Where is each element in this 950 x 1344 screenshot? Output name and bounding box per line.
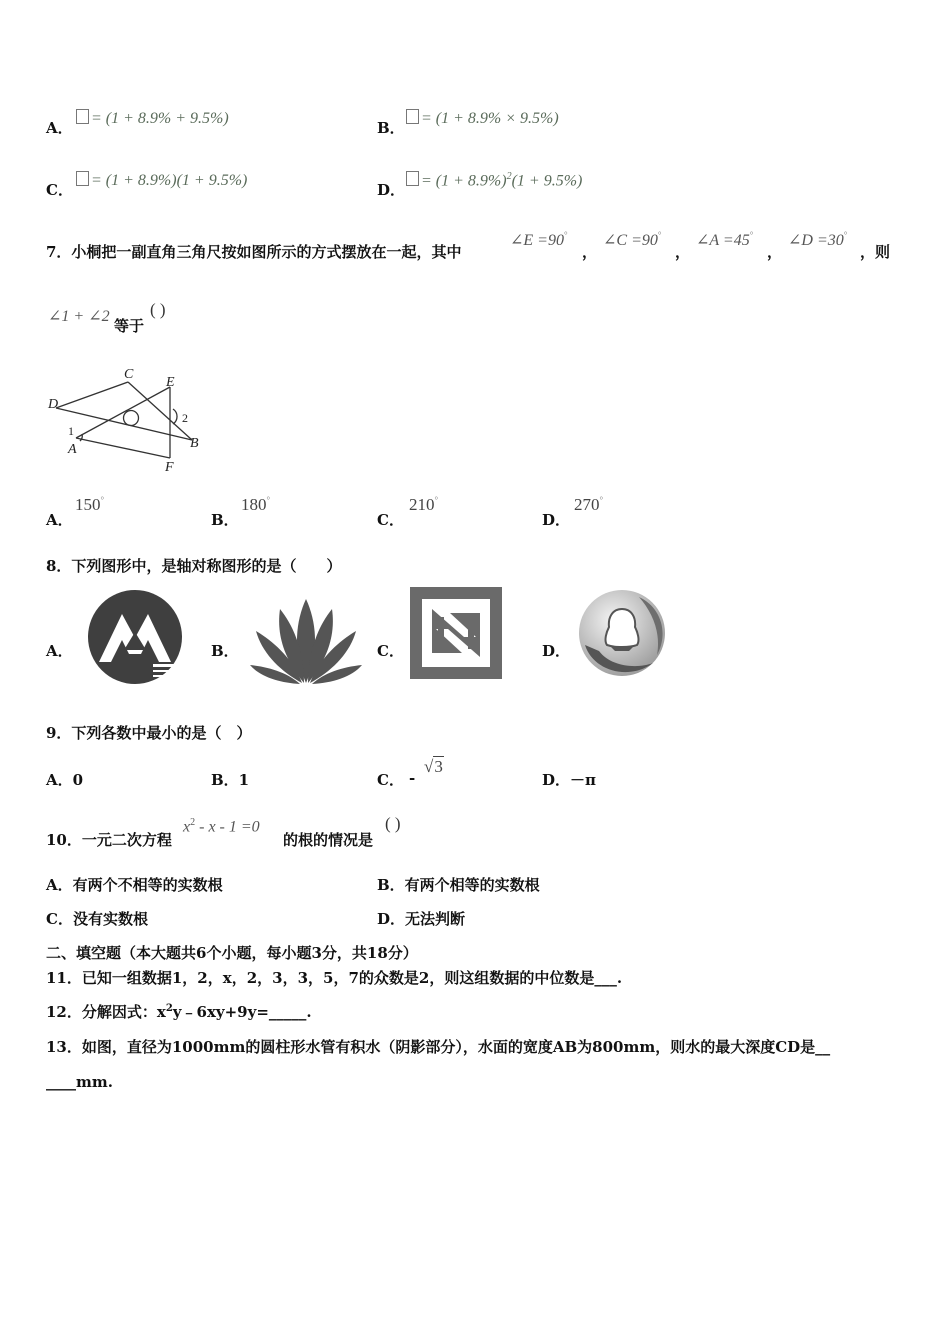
q7-cond-a: ∠A =45°	[696, 230, 754, 249]
q8-option-a-label: A．	[46, 642, 73, 660]
point-c-label: C	[124, 367, 134, 382]
q6-option-d-expression: = $(1 + 8.9\%)^2(1 + 9.5\%)$	[406, 171, 582, 190]
angle-marker-circle	[124, 411, 139, 426]
point-a-label: A	[68, 442, 77, 457]
petal-logo-icon	[248, 595, 364, 685]
q12-text: 12．分解因式：$x^2y﹣6xy+9y=\_\_\_\_\_$.	[46, 1003, 312, 1021]
point-f-label: F	[165, 460, 174, 475]
q7-option-c-label: C．	[377, 511, 404, 529]
segment-af	[76, 438, 170, 458]
q7-cond-c: ∠C =90°	[603, 230, 662, 249]
q9-option-c-minus: -	[409, 769, 416, 787]
q8-stem: 8．下列图形中，是轴对称图形的是（ ）	[46, 557, 342, 575]
angle-2-label: 2	[182, 411, 188, 425]
q7-option-c-value: 210°	[409, 495, 439, 514]
q7-option-b-label: B．	[211, 511, 239, 529]
q7-triangle-figure	[40, 362, 220, 478]
q7-sep-3: ，	[767, 243, 783, 261]
square-logo-icon	[410, 587, 502, 679]
q9-stem: 9．下列各数中最小的是（ ）	[46, 724, 252, 742]
q9-option-b: B．1	[211, 771, 250, 789]
q10-option-d: D．无法判断	[377, 910, 466, 928]
q8-option-c-label: C．	[377, 642, 404, 660]
placeholder-box-icon	[406, 171, 419, 186]
q6-option-b-label: B．	[377, 119, 405, 137]
point-d-label: D	[48, 397, 59, 412]
q7-answer-blank: ( )	[150, 300, 166, 319]
segment-db	[56, 408, 192, 440]
q9-option-c-sqrt: √3	[424, 757, 443, 776]
q10-stem-post: 的根的情况是	[283, 831, 374, 849]
q10-option-a: A．有两个不相等的实数根	[46, 876, 223, 894]
q7-option-a-label: A．	[46, 511, 73, 529]
q13-line-2: ____mm.	[46, 1073, 113, 1091]
q7-option-b-value: 180°	[241, 495, 271, 514]
q8-option-d-label: D．	[542, 642, 571, 660]
q10-option-c: C．没有实数根	[46, 910, 148, 928]
penguin-logo-icon	[577, 587, 667, 679]
q6-option-b-expression: = (1 + 8.9% × 9.5%)	[406, 109, 559, 128]
q6-option-c-label: C．	[46, 181, 73, 199]
q7-stem: 7．小桐把一副直角三角尺按如图所示的方式摆放在一起，其中	[46, 243, 462, 261]
q11-text: 11．已知一组数据1，2，x，2，3，3，5，7的众数是2，则这组数据的中位数是___.	[46, 969, 623, 987]
point-b-label: B	[190, 436, 199, 451]
placeholder-box-icon	[76, 171, 89, 186]
placeholder-box-icon	[76, 109, 89, 124]
q7-angle-sum: ∠1 + ∠2	[48, 308, 110, 325]
q10-stem-pre: 10．一元二次方程	[46, 831, 172, 849]
q7-cond-d: ∠D =30°	[788, 230, 848, 249]
q8-option-b-label: B．	[211, 642, 239, 660]
q10-option-b: B．有两个相等的实数根	[377, 876, 540, 894]
q7-equals-text: 等于	[114, 317, 145, 335]
q7-sep-2: ，	[675, 243, 691, 261]
sqrt-icon: √	[424, 757, 434, 776]
angle-2-arc	[173, 409, 177, 424]
q6-option-a-expression: = (1 + 8.9% + 9.5%)	[76, 109, 229, 128]
bank-logo-icon	[86, 588, 184, 686]
q10-answer-blank: ( )	[385, 814, 401, 833]
q7-sep-1: ，	[582, 243, 598, 261]
point-e-label: E	[166, 375, 175, 390]
angle-1-label: 1	[68, 424, 74, 438]
q13-line-1: 13．如图，直径为1000mm的圆柱形水管有积水（阴影部分），水面的宽度AB为800mm，则水的最大深度CD是__	[46, 1038, 831, 1056]
q10-equation: $x^2 - x - 1 =0$	[183, 817, 260, 836]
section-2-title: 二、填空题（本大题共6个小题，每小题3分，共18分）	[46, 944, 418, 962]
segment-dc	[56, 382, 128, 408]
segment-ae	[76, 387, 170, 438]
q7-cond-e: ∠E =90°	[510, 230, 568, 249]
q7-option-d-label: D．	[542, 511, 571, 529]
q9-option-d: D．－π	[542, 771, 596, 789]
q6-option-d-label: D．	[377, 181, 406, 199]
q6-option-a-label: A．	[46, 119, 73, 137]
q7-tail: ，则	[860, 243, 891, 261]
q7-option-a-value: 150°	[75, 495, 105, 514]
q6-option-c-expression: = (1 + 8.9%)(1 + 9.5%)	[76, 171, 247, 190]
q7-option-d-value: 270°	[574, 495, 604, 514]
q9-option-a: A．0	[46, 771, 84, 789]
placeholder-box-icon	[406, 109, 419, 124]
q9-option-c-label: C．	[377, 771, 404, 789]
